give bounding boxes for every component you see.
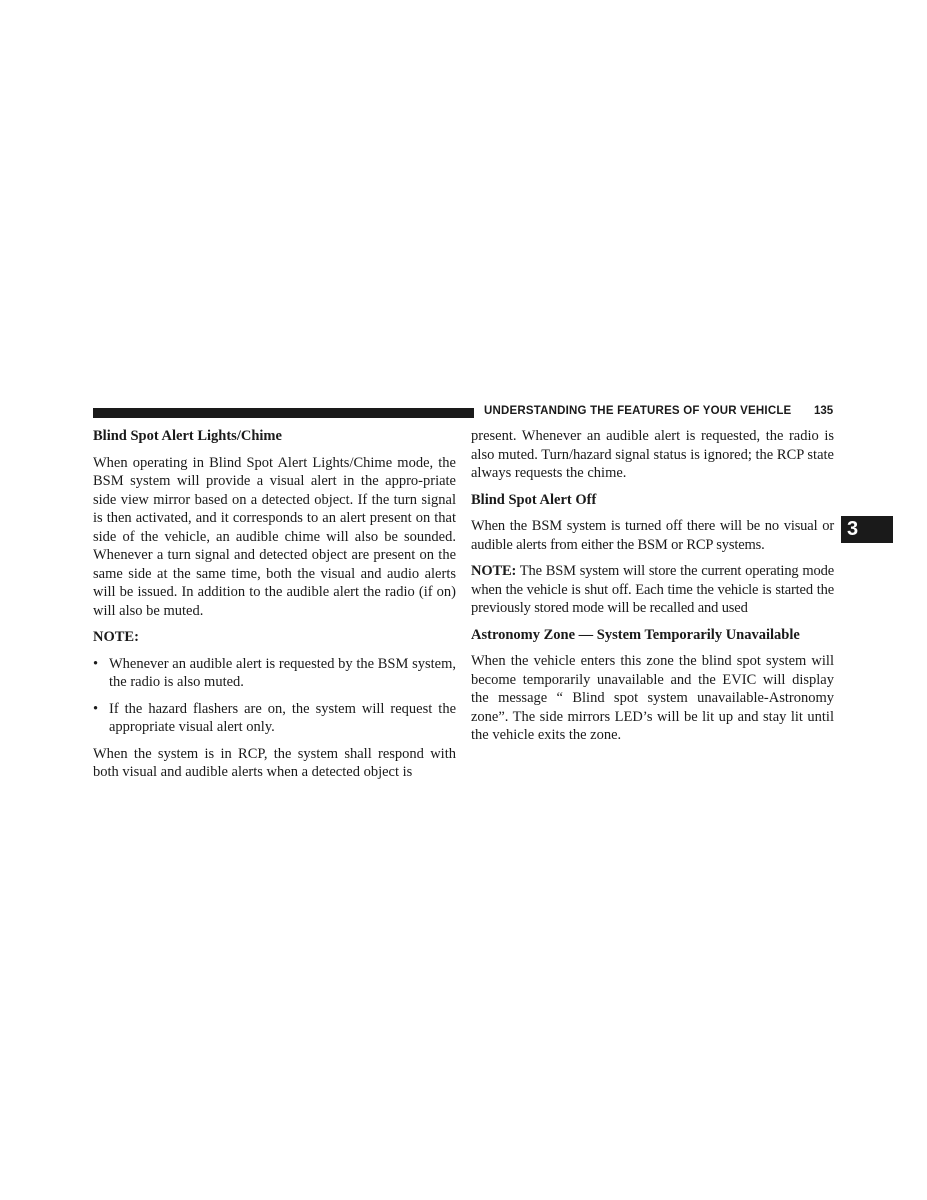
- chapter-tab: 3: [841, 516, 893, 543]
- paragraph-rcp-continued: present. Whenever an audible alert is requested, the radio is also muted. Turn/hazard signal status is ignored; the RCP state always requests the chime.: [471, 428, 834, 481]
- list-item: [93, 700, 456, 737]
- note-paragraph: [471, 562, 834, 618]
- list-item-text: If the hazard flashers are on, the system will request the appropriate visual alert only.: [109, 700, 456, 735]
- header-rule: [93, 408, 474, 418]
- section-heading-astronomy-zone: Astronomy Zone — System Temporarily Unavailable: [471, 626, 800, 643]
- note-label: NOTE:: [471, 563, 517, 579]
- running-header-title: UNDERSTANDING THE FEATURES OF YOUR VEHICLE: [484, 405, 792, 417]
- page-number: 135: [814, 405, 834, 417]
- section-heading-blind-spot-alert-lights-chime: Blind Spot Alert Lights/Chime: [93, 428, 282, 444]
- bullet-icon: •: [93, 700, 99, 717]
- section-heading-blind-spot-alert-off: Blind Spot Alert Off: [471, 491, 597, 508]
- bullet-icon: •: [93, 655, 99, 672]
- right-column: [471, 427, 834, 753]
- left-column: [93, 427, 456, 790]
- paragraph-bsm-off: When the BSM system is turned off there will be no visual or audible alerts from either the BSM or RCP systems.: [471, 518, 834, 553]
- note-text: The BSM system will store the current operating mode when the vehicle is shut off. Each time the vehicle is started the previously stored mode will be recalled and used: [471, 563, 834, 616]
- note-bullet-list: [93, 655, 456, 737]
- paragraph-lights-chime-mode: When operating in Blind Spot Alert Lights/Chime mode, the BSM system will provide a visual alert in the appro-priate side view mirror based on a detected object. If the turn signal is then activated, and it corresponds to an alert present on that side of the vehicle, an audible chime will also be sounded. Whenever a turn signal and detected object are present on the same side at the same time, both the visual and audio alerts will be issued. In addition to the audible alert the radio (if on) will also be muted.: [93, 454, 456, 619]
- paragraph-rcp-mode: When the system is in RCP, the system shall respond with both visual and audible alerts when a detected object is: [93, 745, 456, 780]
- list-item-text: Whenever an audible alert is requested by the BSM system, the radio is also muted.: [109, 655, 456, 690]
- list-item: [93, 655, 456, 692]
- note-heading: NOTE:: [93, 629, 139, 645]
- paragraph-astronomy-zone: When the vehicle enters this zone the blind spot system will become temporarily unavailable and the EVIC will display the message “ Blind spot system unavailable-Astronomy zone”. The side mirrors LED’s will be lit up and stay lit until the vehicle exits the zone.: [471, 653, 834, 743]
